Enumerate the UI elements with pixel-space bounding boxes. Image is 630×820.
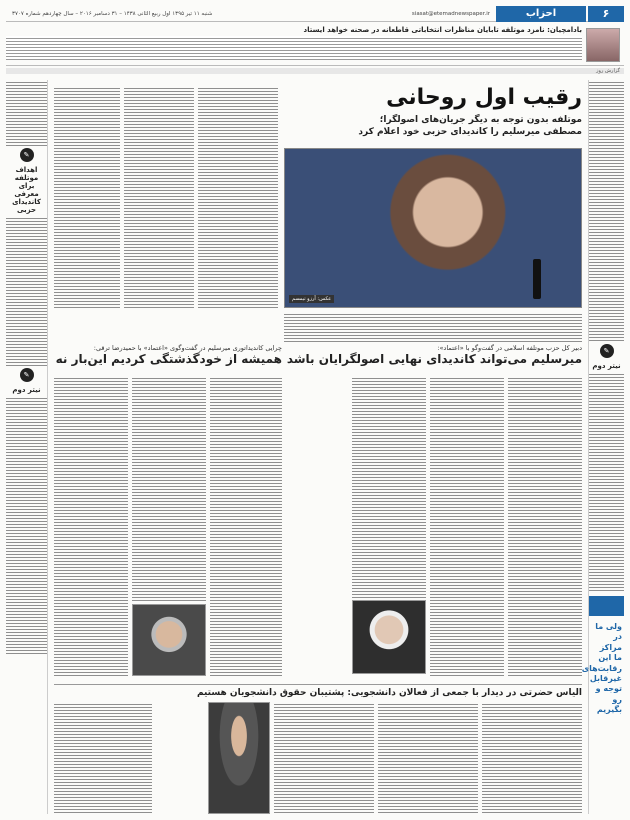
left-column-text-2	[6, 216, 47, 366]
date-line: شنبه ۱۱ تیر ۱۳۹۵ اول ربیع الثانی ۱۴۳۸ – ۳۱ دسامبر ۲۰۱۶ – سال چهاردهم شماره ۳۷۰۷	[12, 10, 213, 17]
interview-headline-block	[282, 344, 582, 366]
interview2-kicker: چرایی کاندیداتوری میرسلیم در گفت‌وگوی «اعتماد» با حمیدرضا ترقی:	[93, 344, 282, 352]
interview2-col-3	[210, 376, 282, 676]
lead-box	[6, 26, 624, 66]
section-band: گزارش روز	[6, 68, 624, 74]
top-info	[6, 11, 496, 17]
left-column-text	[6, 80, 47, 146]
main-headline-block	[284, 86, 582, 138]
interview-headline: میرسلیم می‌تواند کاندیدای نهایی اصولگرایان باشد	[286, 352, 582, 366]
interview-col-2	[430, 376, 504, 676]
microphone	[533, 259, 541, 299]
article-text-col-2	[124, 86, 194, 308]
bottom-article	[54, 684, 582, 698]
page-number: ۶	[588, 6, 624, 22]
lead-portrait	[586, 28, 620, 62]
interview2-col-1	[54, 376, 128, 676]
article-text-col-1	[54, 86, 120, 308]
interview2-portrait	[132, 604, 206, 676]
article-text-col-3	[198, 86, 278, 308]
interview-col-1	[508, 376, 582, 676]
bottom-headline: الیاس حضرتی در دیدار با جمعی از فعالان دانشجویی: پشتیبان حقوق دانشجویان هستیم	[196, 688, 582, 698]
interview2-headline: همیشه از خودگذشتگی کردیم این‌بار نه	[55, 352, 282, 366]
interview-col-3	[352, 376, 426, 598]
photo-below-text	[284, 312, 582, 344]
section-label: احزاب	[496, 6, 586, 22]
interview-portrait	[352, 600, 426, 674]
bottom-col-3	[274, 702, 374, 814]
site-address: siasat@etemadnewspaper.ir	[411, 10, 490, 17]
main-photo	[284, 148, 582, 308]
interview2-col-2	[132, 376, 206, 602]
right-column	[581, 80, 624, 814]
bottom-col-4	[54, 702, 152, 814]
right-column-box	[589, 596, 624, 616]
main-subhead-1: موتلفه بدون توجه به دیگر جریان‌های اصولگرا؛	[379, 115, 582, 126]
bottom-portrait	[208, 702, 270, 814]
comment-icon: ✎	[600, 344, 614, 358]
left-column	[6, 80, 48, 814]
left-column-title-2: نیتر دوم	[12, 386, 41, 394]
bottom-col-1	[482, 702, 582, 814]
lead-title: بادامچیان: نامزد موتلفه تابایان مناظرات انتخاباتی قاطعانه در صحنه خواهد ایستاد	[303, 26, 582, 34]
top-bar	[6, 6, 624, 22]
comment-icon-left: ✎	[20, 148, 34, 162]
right-column-title: نیتر دوم	[592, 362, 621, 370]
left-column-title: اهداف موتلفه برای معرفی کاندیدای حزبی	[12, 166, 41, 214]
photo-caption: عکس: آرزو تیمسم	[289, 295, 334, 303]
interview-kicker: دبیر کل حزب موتلفه اسلامی در گفت‌وگو با «اعتماد»:	[437, 344, 582, 352]
main-subhead-2: مصطفی میرسلیم را کاندیدای حزبی خود اعلام کرد	[358, 127, 582, 138]
right-column-text	[589, 80, 624, 342]
main-headline: رقیب اول روحانی	[386, 85, 582, 110]
interview2-headline-block	[54, 344, 282, 366]
bottom-col-2	[378, 702, 478, 814]
lead-body	[6, 36, 582, 60]
bottom-side-note: ولی ما در مراکز ما این رقابت‌های غیرقابل توجه و رو بگیریم	[581, 622, 622, 715]
right-column-text-2	[589, 372, 624, 592]
comment-icon-left-2: ✎	[20, 368, 34, 382]
left-column-text-3	[6, 396, 47, 656]
lead-text	[6, 26, 582, 65]
